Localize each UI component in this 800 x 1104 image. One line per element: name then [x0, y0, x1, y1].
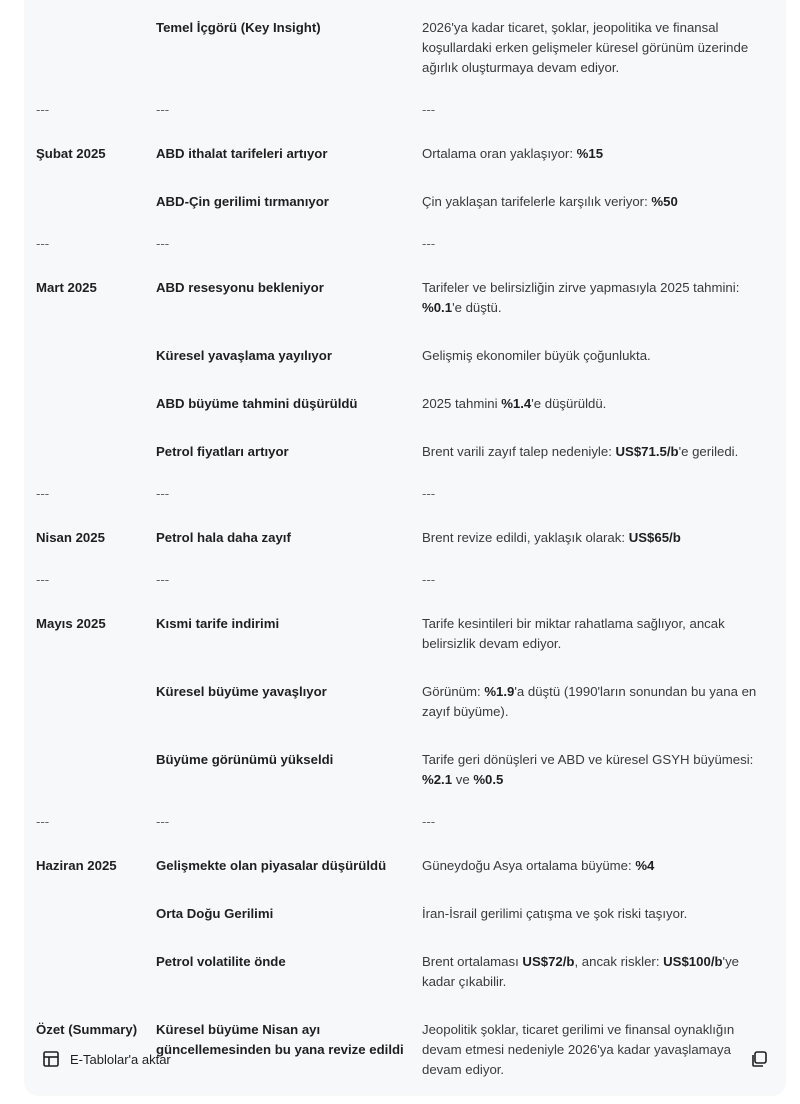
cell-title: Petrol volatilite önde	[156, 954, 286, 969]
table-row	[32, 886, 778, 934]
table-row	[32, 732, 778, 800]
table-row	[32, 596, 778, 664]
highlight-value: US$71.5/b	[615, 444, 679, 459]
highlight-value: %1.4	[501, 396, 532, 411]
separator-row	[32, 472, 778, 510]
description-text: 'e düştü.	[452, 300, 502, 315]
cell-description	[422, 856, 778, 876]
cell-title: ABD büyüme tahmini düşürüldü	[156, 396, 358, 411]
description-text: 'a düştü (1990'ların sonundan bu yana en zayıf büyüme).	[422, 684, 757, 719]
description-text: Güneydoğu Asya ortalama büyüme:	[422, 858, 636, 873]
separator-row	[32, 558, 778, 596]
description-text: Tarife geri dönüşleri ve ABD ve küresel GSYH büyümesi:	[422, 752, 754, 767]
highlight-value: %4	[635, 858, 655, 873]
cell-description: ---	[422, 572, 436, 587]
description-text: , ancak riskler:	[574, 954, 664, 969]
description-text: 'e düşürüldü.	[531, 396, 607, 411]
cell-description: ---	[422, 102, 436, 117]
cell-description: Gelişmiş ekonomiler büyük çoğunlukta.	[422, 348, 651, 363]
cell-title: Kısmi tarife indirimi	[156, 616, 280, 631]
highlight-value: %0.1	[422, 300, 453, 315]
cell-title: ABD-Çin gerilimi tırmanıyor	[156, 194, 329, 209]
cell-title: ---	[156, 572, 170, 587]
cell-description	[422, 442, 778, 462]
cell-title: Büyüme görünümü yükseldi	[156, 752, 334, 767]
description-text: Ortalama oran yaklaşıyor:	[422, 146, 577, 161]
table-row	[32, 260, 778, 328]
description-text: 2025 tahmini	[422, 396, 502, 411]
cell-date: ---	[36, 102, 50, 117]
cell-description	[422, 682, 778, 722]
description-text: Brent ortalaması	[422, 954, 523, 969]
cell-description: Tarife kesintileri bir miktar rahatlama sağlıyor, ancak belirsizlik devam ediyor.	[422, 616, 725, 651]
cell-description	[422, 528, 778, 548]
highlight-value: %0.5	[473, 772, 504, 787]
table-row	[32, 174, 778, 222]
cell-description	[422, 750, 778, 790]
cell-title: ABD ithalat tarifeleri artıyor	[156, 146, 328, 161]
highlight-value: %1.9	[484, 684, 515, 699]
highlight-value: %50	[651, 194, 678, 209]
description-text: ve	[452, 772, 474, 787]
cell-date: Şubat 2025	[36, 146, 106, 161]
cell-date: Özet (Summary)	[36, 1022, 138, 1037]
table-row	[32, 0, 778, 88]
cell-date: ---	[36, 572, 50, 587]
cell-date: Mart 2025	[36, 280, 97, 295]
cell-date: Mayıs 2025	[36, 616, 106, 631]
cell-date: Haziran 2025	[36, 858, 117, 873]
cell-description	[422, 394, 778, 414]
cell-date: ---	[36, 236, 50, 251]
table-row	[32, 126, 778, 174]
cell-title: ---	[156, 236, 170, 251]
cell-title: Petrol hala daha zayıf	[156, 530, 291, 545]
cell-description: ---	[422, 486, 436, 501]
cell-description: 2026'ya kadar ticaret, şoklar, jeopolitika ve finansal koşullardaki erken gelişmeler küresel görünüm üzerinde ağırlık oluşturmaya devam ediyor.	[422, 20, 749, 75]
highlight-value: %15	[576, 146, 604, 161]
cell-description: Jeopolitik şoklar, ticaret gerilimi ve finansal oynaklığın devam etmesi nedeniyle 2026'ya kadar yavaşlamaya devam ediyor.	[422, 1022, 735, 1077]
cell-description: İran-İsrail gerilimi çatışma ve şok riski taşıyor.	[422, 906, 688, 921]
description-text: Görünüm:	[422, 684, 485, 699]
highlight-value: %2.1	[422, 772, 453, 787]
cell-title: ---	[156, 814, 170, 829]
cell-date: Nisan 2025	[36, 530, 105, 545]
cell-description	[422, 192, 778, 212]
description-text: Tarifeler ve belirsizliğin zirve yapmasıyla 2025 tahmini:	[422, 280, 740, 295]
description-text: 'e geriledi.	[678, 444, 739, 459]
table-row	[32, 934, 778, 1002]
cell-description	[422, 278, 778, 318]
cell-description: ---	[422, 236, 436, 251]
table-footer	[24, 1022, 786, 1096]
cell-description: ---	[422, 814, 436, 829]
cell-description	[422, 952, 778, 992]
table-row	[32, 664, 778, 732]
cell-title: ---	[156, 102, 170, 117]
cell-title: ---	[156, 486, 170, 501]
table-row	[32, 376, 778, 424]
response-table-card	[24, 0, 786, 1096]
cell-title: ABD resesyonu bekleniyor	[156, 280, 324, 295]
table-row	[32, 510, 778, 558]
separator-row	[32, 88, 778, 126]
cell-title: Temel İçgörü (Key Insight)	[156, 20, 321, 35]
cell-date: ---	[36, 814, 50, 829]
cell-title: Küresel büyüme Nisan ayı güncellemesinden bu yana revize edildi	[156, 1022, 404, 1057]
description-text: Çin yaklaşan tarifelerle karşılık veriyor:	[422, 194, 652, 209]
cell-title: Petrol fiyatları artıyor	[156, 444, 289, 459]
table-row	[32, 328, 778, 376]
cell-title: Küresel büyüme yavaşlıyor	[156, 684, 327, 699]
separator-row	[32, 800, 778, 838]
separator-row	[32, 222, 778, 260]
timeline-table	[32, 0, 778, 1090]
copy-icon[interactable]	[750, 1050, 768, 1068]
highlight-value: US$72/b	[522, 954, 575, 969]
cell-date: ---	[36, 486, 50, 501]
table-grid-icon	[42, 1050, 60, 1068]
highlight-value: US$100/b	[663, 954, 723, 969]
cell-title: Küresel yavaşlama yayılıyor	[156, 348, 332, 363]
cell-title: Orta Doğu Gerilimi	[156, 906, 274, 921]
cell-title: Gelişmekte olan piyasalar düşürüldü	[156, 858, 387, 873]
description-text: Brent revize edildi, yaklaşık olarak:	[422, 530, 629, 545]
highlight-value: US$65/b	[628, 530, 681, 545]
description-text: Brent varili zayıf talep nedeniyle:	[422, 444, 616, 459]
table-row	[32, 838, 778, 886]
export-to-sheets-button[interactable]	[42, 1050, 171, 1068]
export-label: E-Tablolar'a aktar	[70, 1051, 171, 1067]
table-row	[32, 424, 778, 472]
cell-description	[422, 144, 778, 164]
description-text: 'ye kadar çıkabilir.	[422, 954, 739, 989]
